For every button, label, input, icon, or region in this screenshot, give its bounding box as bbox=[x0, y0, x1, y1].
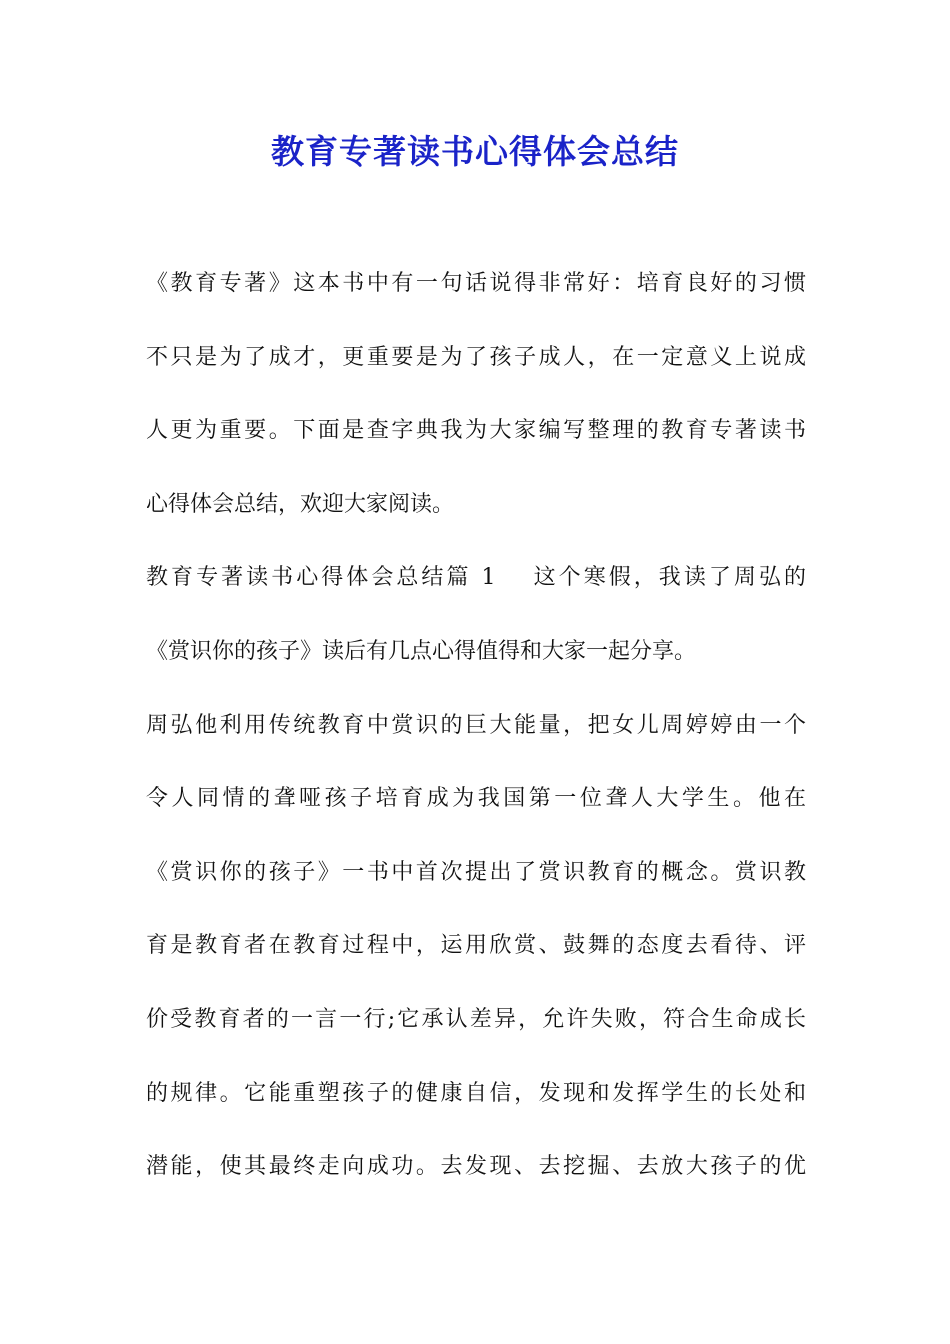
body-line: 不只是为了成才，更重要是为了孩子成人，在一定意义上说成 bbox=[146, 344, 806, 370]
body-line: 教育专著读书心得体会总结篇 1 这个寒假，我读了周弘的 bbox=[146, 565, 806, 591]
body-line: 的规律。它能重塑孩子的健康自信，发现和发挥学生的长处和 bbox=[146, 1080, 806, 1106]
body-line: 价受教育者的一言一行;它承认差异，允许失败，符合生命成长 bbox=[146, 1006, 806, 1032]
body-line: 《赏识你的孩子》一书中首次提出了赏识教育的概念。赏识教 bbox=[146, 859, 806, 885]
document-body bbox=[146, 265, 806, 1222]
body-line: 心得体会总结，欢迎大家阅读。 bbox=[146, 491, 455, 517]
body-line: 育是教育者在教育过程中，运用欣赏、鼓舞的态度去看待、评 bbox=[146, 933, 806, 959]
body-line: 《教育专著》这本书中有一句话说得非常好：培育良好的习惯 bbox=[146, 271, 806, 296]
body-line: 人更为重要。下面是查字典我为大家编写整理的教育专著读书 bbox=[146, 418, 806, 444]
document-title: 教育专著读书心得体会总结 bbox=[271, 132, 679, 171]
body-line: 潜能，使其最终走向成功。去发现、去挖掘、去放大孩子的优 bbox=[146, 1154, 806, 1180]
body-line: 令人同情的聋哑孩子培育成为我国第一位聋人大学生。他在 bbox=[146, 786, 806, 812]
body-line: 《赏识你的孩子》读后有几点心得值得和大家一起分享。 bbox=[146, 638, 697, 664]
body-line: 周弘他利用传统教育中赏识的巨大能量，把女儿周婷婷由一个 bbox=[146, 712, 806, 738]
